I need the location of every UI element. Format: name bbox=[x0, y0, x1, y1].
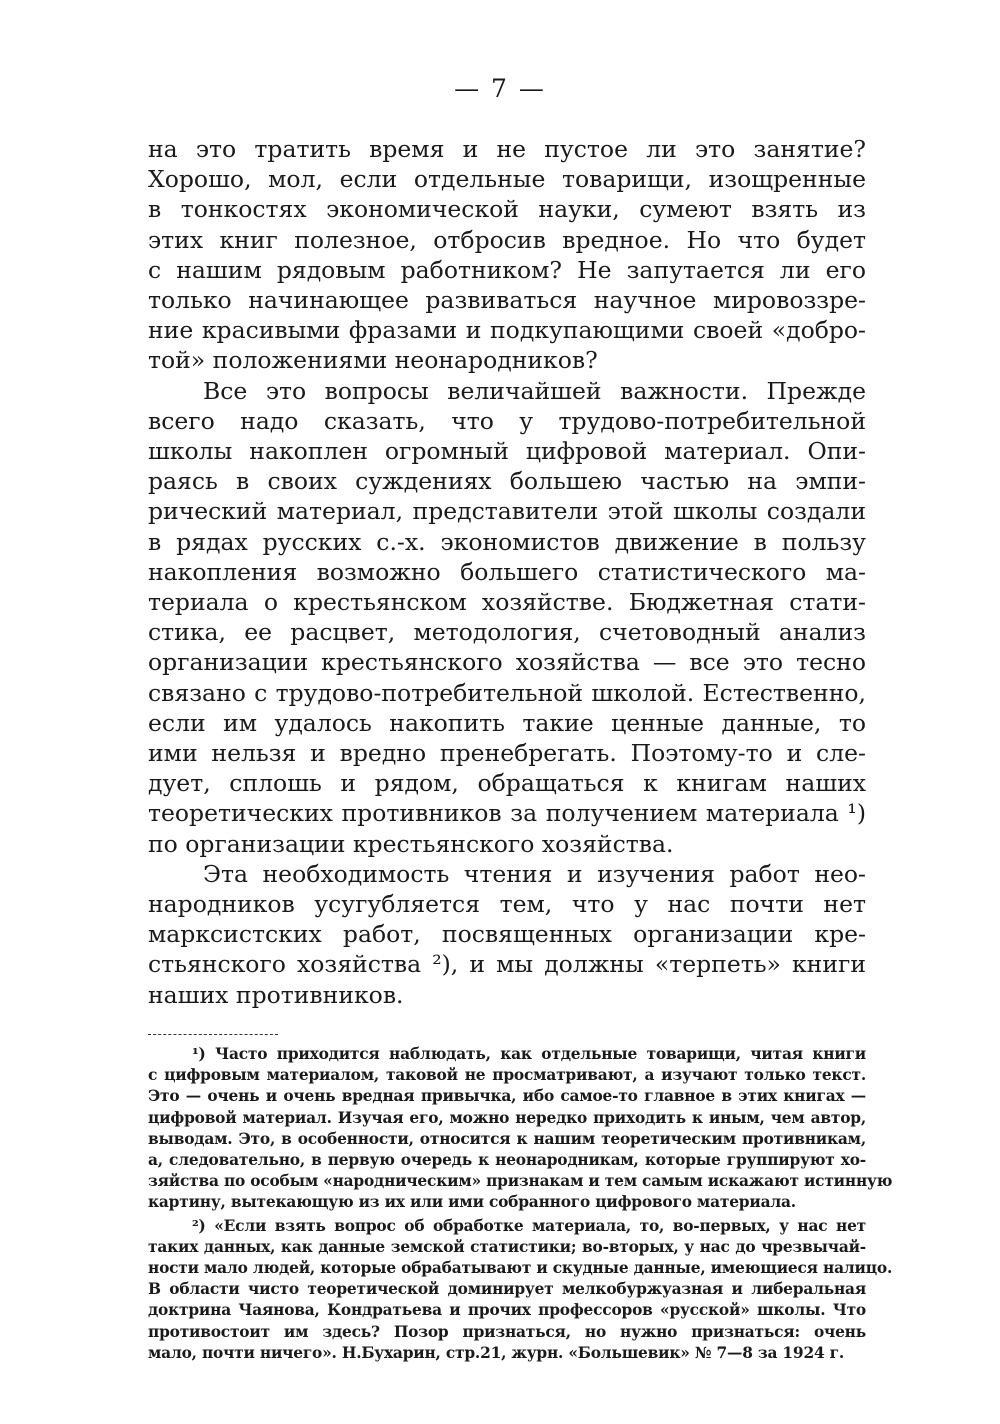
paragraph-2 bbox=[148, 376, 866, 859]
text-line: стика, ее расцвет, методология, счетоводный анализ bbox=[148, 618, 866, 647]
text-line: Эта необходимость чтения и изучения работ нео- bbox=[203, 859, 866, 888]
footnote-line: ности мало людей, которые обрабатывают и скудные данные, имеющиеся налицо. bbox=[148, 1259, 893, 1278]
text-line: ние красивыми фразами и подкупающими своей «добро- bbox=[148, 316, 866, 345]
footnote-2 bbox=[148, 1216, 893, 1364]
footnote-line: ¹) Часто приходится наблюдать, как отдельные товарищи, читая книги bbox=[192, 1045, 866, 1063]
text-line: той» положениями неонародников? bbox=[148, 346, 598, 375]
text-line: организации крестьянского хозяйства — все это тесно bbox=[148, 648, 866, 677]
footnote-line: зяйства по особым «народническим» признакам и тем самым искажают истинную bbox=[148, 1172, 893, 1191]
footnote-line: мало, почти ничего». Н.Бухарин, стр.21, журн. «Большевик» № 7—8 за 1924 г. bbox=[148, 1343, 845, 1362]
footnote-line: ²) «Если взять вопрос об обработке материала, то, во-первых, у нас нет bbox=[192, 1216, 866, 1235]
footnote-line: доктрина Чаянова, Кондратьева и прочих профессоров «русской» школы. Что bbox=[148, 1301, 866, 1320]
footnote-line: В области чисто теоретической доминирует мелкобуржуазная и либеральная bbox=[148, 1280, 866, 1299]
text-line: раясь в своих суждениях большею частью на эмпи- bbox=[148, 467, 866, 496]
text-line: рический материал, представители этой школы создали bbox=[148, 497, 866, 526]
text-line: дует, сплошь и рядом, обращаться к книгам наших bbox=[148, 769, 866, 798]
footnote-line: противостоит им здесь? Позор признаться, но нужно признаться: очень bbox=[148, 1322, 866, 1341]
text-line: наших противников. bbox=[148, 980, 404, 1009]
text-line: марксистских работ, посвященных организации кре- bbox=[148, 920, 866, 949]
paragraph-1 bbox=[148, 134, 866, 376]
text-line: всего надо сказать, что у трудово-потребительной bbox=[148, 406, 866, 435]
footnote-line: а, следовательно, в первую очередь к неонародникам, которые группируют хо- bbox=[148, 1151, 866, 1170]
text-line: Все это вопросы величайшей важности. Прежде bbox=[203, 376, 866, 405]
footnote-line: таких данных, как данные земской статистики; во-вторых, у нас до чрезвычай- bbox=[148, 1237, 866, 1256]
text-line: теоретических противников за получением материала ¹) bbox=[148, 799, 866, 828]
text-line: ими нельзя и вредно пренебрегать. Поэтому-то и сле- bbox=[148, 739, 866, 768]
footnote-line: картину, вытекающую из их или ими собранного цифрового материала. bbox=[148, 1193, 796, 1212]
text-line: если им удалось накопить такие ценные данные, то bbox=[148, 708, 866, 737]
footnote-separator bbox=[148, 1034, 278, 1035]
footnotes bbox=[148, 1044, 893, 1364]
text-line: в тонкостях экономической науки, сумеют взять из bbox=[148, 195, 866, 224]
text-line: на это тратить время и не пустое ли это занятие? bbox=[148, 135, 866, 163]
text-line: этих книг полезное, отбросив вредное. Но что будет bbox=[148, 225, 866, 254]
text-line: только начинающее развиваться научное мировоззре- bbox=[148, 286, 866, 315]
paragraph-3 bbox=[148, 859, 866, 1010]
text-line: стьянского хозяйства ²), и мы должны «терпеть» книги bbox=[148, 950, 866, 979]
page-number: — 7 — bbox=[454, 74, 546, 103]
footnote-line: выводам. Это, в особенности, относится к нашим теоретическим противникам, bbox=[148, 1129, 866, 1148]
text-line: связано с трудово-потребительной школой. Естественно, bbox=[148, 678, 866, 707]
footnote-line: цифровой материал. Изучая его, можно нередко приходить к иным, чем автор, bbox=[148, 1108, 866, 1127]
text-line: народников усугубляется тем, что у нас почти нет bbox=[148, 890, 866, 919]
footnote-1 bbox=[148, 1044, 893, 1214]
text-line: в рядах русских с.-х. экономистов движение в пользу bbox=[148, 527, 866, 556]
text-line: школы накоплен огромный цифровой материал. Опи- bbox=[148, 437, 866, 466]
text-line: по организации крестьянского хозяйства. bbox=[148, 829, 674, 858]
main-text bbox=[148, 134, 866, 1010]
text-line: накопления возможно большего статистического ма- bbox=[148, 557, 866, 586]
footnote-line: Это — очень и очень вредная привычка, ибо самое-то главное в этих книгах — bbox=[148, 1087, 866, 1106]
text-line: териала о крестьянском хозяйстве. Бюджетная стати- bbox=[148, 588, 866, 617]
text-line: с нашим рядовым работником? Не запутается ли его bbox=[148, 255, 866, 284]
text-line: Хорошо, мол, если отдельные товарищи, изощренные bbox=[148, 165, 866, 194]
footnote-line: с цифровым материалом, таковой не просматривают, а изучают только текст. bbox=[148, 1066, 866, 1085]
